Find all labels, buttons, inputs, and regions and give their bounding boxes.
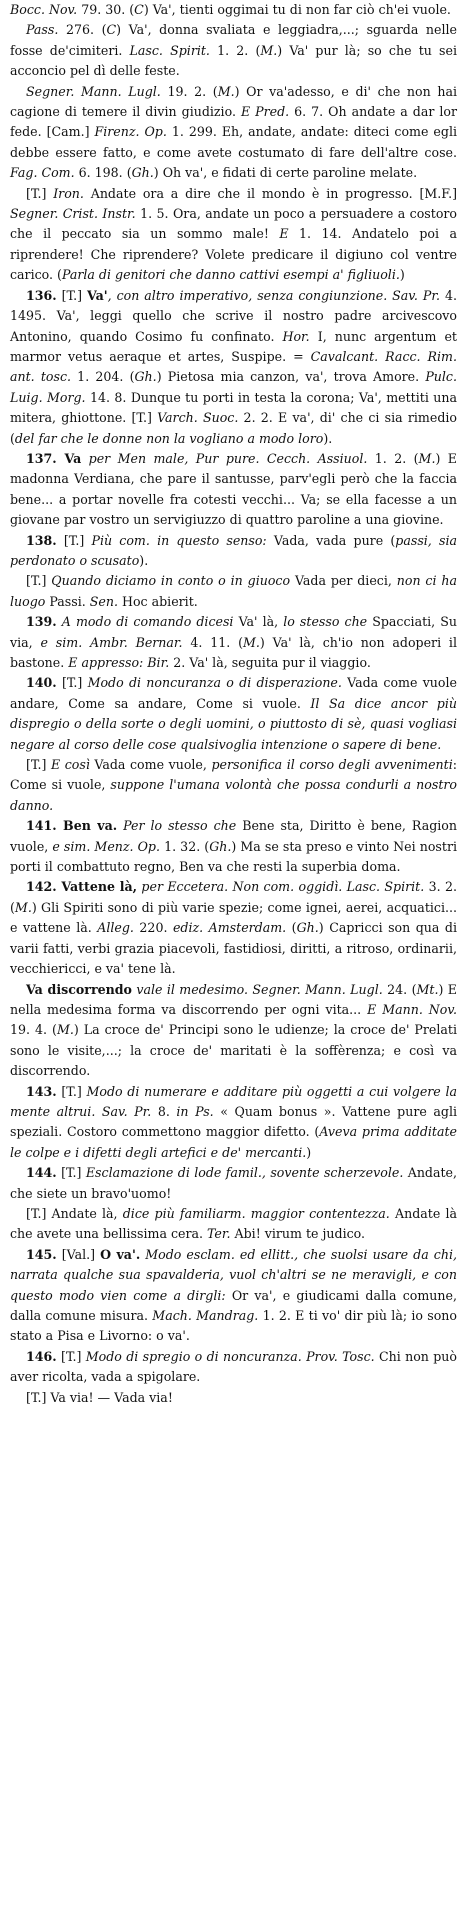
- text-segment: A modo di comando dicesi: [56, 614, 234, 630]
- text-segment: ediz. Amsterdam.: [172, 920, 287, 936]
- text-segment: [T.]: [26, 185, 54, 201]
- entry-paragraph: [10, 20, 457, 81]
- text-segment: 79. 30. (: [77, 2, 135, 17]
- text-segment: [T.]: [56, 675, 88, 691]
- text-segment: ) Pietosa mia canzon, va', trova Amore.: [156, 369, 426, 385]
- text-segment: [T.]: [26, 757, 51, 773]
- text-segment: C: [134, 2, 144, 17]
- text-segment: 136.: [26, 287, 57, 303]
- text-segment: 8.: [151, 1103, 177, 1119]
- text-segment: ) Oh va', e fidati di certe paroline melate.: [153, 165, 418, 181]
- text-segment: Cavalcant. Racc. Rim. ant. tosc.: [10, 348, 457, 385]
- text-segment: 4. 1495. Va', leggi quello che scrive il nostro padre arcivescovo Antonino, quando Cosimo fu confinato.: [10, 287, 457, 344]
- text-segment: ): [306, 1144, 312, 1160]
- text-segment: suppone l'umana volontà che possa condurli a nostro danno.: [10, 777, 457, 813]
- text-segment: del far che le donne non la vogliano a modo loro: [14, 430, 324, 446]
- text-segment: Mach. Mandrag.: [152, 1308, 259, 1323]
- text-segment: Esclamazione di lode famil., sovente scherzevole.: [85, 1165, 404, 1181]
- text-segment: M.: [260, 42, 278, 58]
- entry-paragraph: [10, 184, 457, 286]
- entry-paragraph: [10, 877, 457, 979]
- text-segment: M.: [217, 83, 235, 99]
- text-segment: Modo di spregio o di noncuranza. Prov. Tosc.: [85, 1348, 375, 1364]
- text-segment: [T.]: [56, 1165, 86, 1181]
- text-segment: Bocc. Nov.: [10, 2, 78, 17]
- text-segment: ) E nella medesima forma va discorrendo per ogni vita...: [10, 981, 457, 1017]
- text-segment: E Mann. Nov.: [367, 1001, 457, 1017]
- text-segment: ).: [323, 430, 333, 446]
- text-segment: per Eccetera. Non com. oggidì. Lasc. Spirit.: [137, 879, 425, 895]
- text-segment: Passi.: [45, 593, 90, 609]
- text-segment: [T.]: [56, 287, 87, 303]
- text-segment: Gh.: [131, 165, 154, 181]
- text-segment: ) La croce de' Principi sono le udienze; la croce de' Prelati sono le visite,...; la croce de' maritati è la soffèrenza; e così va discorrendo.: [10, 1022, 457, 1079]
- text-segment: 14. 8. Dunque tu porti in testa la corona; Va', mettiti una mitera, ghiottone. [T.]: [10, 389, 457, 426]
- text-segment: Chi non può aver ricolta, vada a spigolare.: [10, 1348, 458, 1385]
- text-segment: E: [279, 226, 289, 242]
- text-segment: ) Va' là, ch'io non adoperi il bastone.: [10, 634, 457, 670]
- text-segment: vale il medesimo. Segner. Mann. Lugl.: [131, 981, 383, 997]
- text-segment: 1. 5. Ora, andate un poco a persuadere a costoro che il peccato sia un sommo male!: [10, 206, 458, 242]
- text-segment: ): [399, 267, 405, 283]
- text-segment: Iron.: [53, 185, 84, 201]
- text-segment: Vada, vada pure (: [266, 532, 396, 548]
- text-segment: ) E madonna Verdiana, che pare il santusse, parv'egli però che la faccia bene... a portar novelle fra cotesti vecchi... Va; se ella facesse a un giovane par vostro un servigiuzzo di quattro paroline a una giovine.: [10, 450, 457, 528]
- text-segment: 4. 11. (: [182, 634, 243, 650]
- text-segment: 1. 14. Andatelo poi a riprendere! Che riprendere? Volete predicare il digiuno col ventre carico. (: [10, 226, 457, 283]
- text-segment: 19. 2. (: [160, 83, 218, 99]
- entry-paragraph: [10, 531, 457, 572]
- entry-paragraph: [10, 1163, 457, 1204]
- text-segment: [T.] Andate là,: [26, 1205, 123, 1221]
- text-segment: C: [106, 22, 117, 38]
- text-segment: [T.]: [56, 1348, 86, 1364]
- text-segment: lo stesso che: [283, 614, 368, 630]
- text-segment: 3. 2. (: [10, 879, 457, 915]
- text-segment: 6. 7. Oh andate a dar lor fede. [Cam.]: [10, 104, 457, 140]
- text-segment: Va' là,: [233, 614, 284, 630]
- text-segment: ) Capricci son qua di varii fatti, verbi grazia piacevoli, fastidiosi, diritti, a ritroso, ordinarii, vecchiericci, e va' tene là.: [10, 920, 458, 977]
- text-segment: Fag. Com.: [10, 165, 75, 181]
- text-segment: 1. 32. (: [160, 838, 210, 854]
- entry-paragraph: [10, 980, 457, 1082]
- text-segment: Pulc. Luig. Morg.: [10, 369, 457, 405]
- entry-paragraph: [10, 1347, 457, 1388]
- text-segment: [T.]: [26, 573, 52, 589]
- text-segment: Va': [86, 287, 108, 303]
- text-segment: ) Va', tienti oggimai tu di non far ciò ch'ei vuole.: [143, 2, 451, 17]
- text-segment: 1. 2. (: [209, 42, 261, 58]
- text-segment: ) Gli Spiriti sono di più varie spezie; come ignei, aerei, acquatici... e vattene là.: [10, 899, 457, 936]
- text-segment: 146.: [26, 1348, 57, 1364]
- text-segment: Aveva prima additate le colpe e i difetti degli artefici e de' mercanti.: [10, 1124, 457, 1160]
- text-segment: , con altro imperativo, senza congiunzione. Sav. Pr.: [107, 287, 441, 303]
- entry-paragraph: [10, 1388, 457, 1408]
- text-segment: 2. 2. E va', di' che ci sia rimedio (: [10, 410, 457, 446]
- text-segment: Hor.: [282, 328, 310, 344]
- text-segment: Lasc. Spirit.: [129, 42, 210, 58]
- entry-paragraph: [10, 673, 457, 755]
- text-segment: e sim. Menz. Op.: [52, 838, 160, 854]
- text-segment: 144.: [26, 1165, 57, 1181]
- text-segment: « Quam bonus ». Vattene pure agli speziali. Costoro commettono maggior difetto. (: [10, 1103, 457, 1140]
- text-segment: 19. 4. (: [10, 1022, 57, 1038]
- text-segment: [T.]: [56, 532, 92, 548]
- text-segment: dice più familiarm. maggior contentezza.: [122, 1205, 390, 1221]
- text-segment: 143.: [26, 1083, 57, 1099]
- text-segment: [T.] Va via! — Vada via!: [26, 1389, 173, 1405]
- text-segment: I, nunc argentum et marmor vetus aeraque et artes, Suspipe. =: [10, 328, 457, 364]
- entry-paragraph: [10, 571, 457, 612]
- text-segment: 24. (: [382, 981, 417, 997]
- text-segment: 1. 2. E ti vo' dir più là; io sono stato a Pisa e Livorno: o va'.: [10, 1308, 457, 1344]
- entry-paragraph: [10, 816, 457, 877]
- text-segment: 141. Ben va.: [26, 818, 118, 834]
- text-segment: M.: [242, 634, 260, 650]
- text-segment: Mt.: [416, 981, 439, 997]
- entry-paragraph: [10, 612, 457, 673]
- text-segment: 1. 204. (: [71, 369, 135, 385]
- text-segment: Più com. in questo senso:: [91, 532, 267, 548]
- text-segment: Abi! virum te judico.: [230, 1226, 366, 1242]
- entry-paragraph: [10, 0, 457, 20]
- text-segment: E Pred.: [240, 104, 290, 120]
- text-segment: Modo esclam. ed ellitt., che suolsi usare da chi, narrata qualche sua spavalderia, vuol ch'altri se ne meravigli, e con questo modo vien come a dirgli:: [10, 1246, 457, 1303]
- text-segment: Gh.: [296, 920, 319, 936]
- entry-paragraph: [10, 1245, 457, 1347]
- text-segment: 137. Va: [26, 450, 82, 466]
- text-segment: Gh.: [209, 838, 232, 854]
- text-segment: Vada per dieci,: [290, 573, 397, 589]
- text-segment: Va discorrendo: [26, 981, 132, 997]
- text-segment: 6. 198. (: [74, 165, 132, 181]
- text-segment: [Val.]: [56, 1246, 101, 1262]
- text-segment: 276. (: [58, 22, 107, 38]
- text-segment: Firenz. Op.: [94, 124, 167, 140]
- text-segment: Modo di numerare e additare più oggetti a cui volgere la mente altrui. Sav. Pr.: [10, 1083, 457, 1119]
- text-segment: Andate, che siete un bravo'uomo!: [10, 1165, 458, 1201]
- text-segment: Modo di noncuranza o di disperazione.: [87, 675, 342, 691]
- text-segment: ) Ma se sta preso e vinto Nei nostri porti il combattuto regno, Ben va che resti la superbia doma.: [10, 838, 457, 875]
- text-segment: passi, sia perdonato o scusato: [10, 532, 458, 568]
- text-segment: ) Or va'adesso, e di' che non hai cagione di temere il divin giudizio.: [10, 83, 457, 120]
- text-segment: Sen.: [89, 593, 118, 609]
- text-segment: 139.: [26, 614, 57, 630]
- text-segment: E così: [50, 757, 90, 773]
- text-segment: 145.: [26, 1246, 57, 1262]
- text-segment: Segner. Crist. Instr.: [10, 206, 136, 222]
- text-segment: Hoc abierit.: [117, 593, 198, 609]
- entry-paragraph: [10, 755, 457, 816]
- text-segment: Il Sa dice ancor più dispregio o della sorte o degli uomini, o piuttosto di sè, quasi vogliasi negare al corso delle cose qualsivoglia intenzione o sapere di bene.: [10, 695, 457, 752]
- text-segment: (: [286, 920, 297, 936]
- text-segment: 1. 2. (: [367, 450, 419, 466]
- text-segment: Varch. Suoc.: [157, 410, 239, 426]
- text-segment: Bene sta, Diritto è bene, Ragion vuole,: [10, 818, 457, 854]
- text-segment: Pass.: [26, 22, 59, 38]
- text-segment: Alleg.: [97, 920, 134, 936]
- entry-paragraph: [10, 82, 457, 184]
- text-segment: M.: [56, 1022, 74, 1038]
- text-segment: 142. Vattene là,: [26, 879, 138, 895]
- text-segment: Vada come vuole andare, Come sa andare, Come si vuole.: [10, 675, 457, 711]
- text-segment: Andate ora a dire che il mondo è in progresso. [M.F.]: [83, 185, 457, 201]
- text-segment: Spacciati, Su via,: [10, 614, 458, 650]
- text-segment: ).: [139, 552, 149, 568]
- text-segment: O va'.: [100, 1246, 141, 1262]
- text-segment: non ci ha luogo: [10, 573, 457, 609]
- text-segment: ) Va' pur là; so che tu sei acconcio pel dì delle feste.: [10, 42, 457, 79]
- text-segment: in Ps.: [176, 1103, 214, 1119]
- text-segment: M.: [14, 899, 32, 915]
- text-segment: Quando diciamo in conto o in giuoco: [51, 573, 291, 589]
- text-segment: Or va', e giudicami dalla comune, dalla comune misura.: [10, 1287, 457, 1323]
- text-segment: 1. 299. Eh, andate, andate: diteci come egli debbe essere fatto, e come avete costumato di fare dell'altre cose.: [10, 124, 457, 160]
- text-segment: 2. Va' là, seguita pur il viaggio.: [169, 655, 371, 670]
- text-segment: Vada come vuole,: [89, 757, 212, 773]
- text-segment: e sim. Ambr. Bernar.: [40, 634, 183, 650]
- text-segment: [T.]: [56, 1083, 87, 1099]
- text-segment: Andate là che avete una bellissima cera.: [10, 1205, 457, 1242]
- text-segment: ) Va', donna svaliata e leggiadra,...; sguarda nelle fosse de'cimiteri.: [10, 22, 457, 58]
- text-segment: Segner. Mann. Lugl.: [26, 83, 161, 99]
- text-segment: Gh.: [134, 369, 157, 385]
- text-segment: Ter.: [207, 1226, 231, 1242]
- text-segment: 140.: [26, 675, 57, 691]
- text-segment: Parla di genitori che danno cattivi esempi a' figliuoli.: [61, 267, 400, 283]
- text-segment: E appresso: Bir.: [68, 655, 170, 670]
- text-segment: M.: [418, 450, 436, 466]
- entry-paragraph: [10, 449, 457, 531]
- text-segment: 220.: [133, 920, 173, 936]
- entry-paragraph: [10, 286, 457, 449]
- text-segment: : Come si vuole,: [10, 757, 457, 793]
- entry-paragraph: [10, 1082, 457, 1164]
- entry-paragraph: [10, 1204, 457, 1245]
- text-segment: per Men male, Pur pure. Cecch. Assiuol.: [81, 450, 368, 466]
- text-segment: 138.: [26, 532, 57, 548]
- text-segment: personifica il corso degli avvenimenti: [211, 757, 453, 773]
- text-segment: Per lo stesso che: [117, 818, 237, 834]
